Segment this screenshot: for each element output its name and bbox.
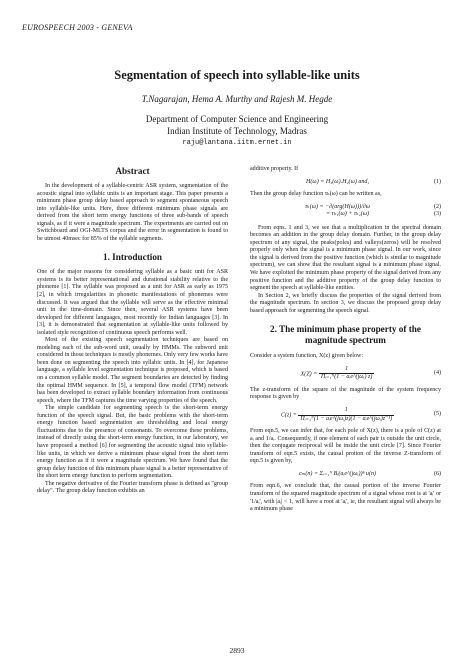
paper-authors: T.Nagarajan, Hema A. Murthy and Rajesh M. Hegde: [141, 94, 333, 104]
right-paragraph-7: From eqn.5, we can infer that, for each pole of X(z), there is a pole of C(z) at aᵢ and 1/aᵢ. Consequently, if one element of each pair is outside the unit circle, then the conjugate reciprocal will be inside the unit circle [7]. Since Fourier transform of eqn.5 exists, the causal protion of the inverse Z-transform of eqn.5 is given by,: [250, 428, 441, 465]
equation-5-fraction: [298, 407, 394, 423]
equation-6-body: cₘ(n) = Σᵢ₌₁ᴺ Bᵢ(aᵢe^(jωᵢ))ⁿ u(n): [299, 470, 376, 477]
equation-5-lhs: C(z) =: [280, 412, 297, 419]
section-2-heading-line-2: magnitude spectrum: [305, 335, 386, 346]
equation-3-number: (3): [433, 211, 441, 218]
section-2-heading: [250, 324, 441, 346]
intro-paragraph-4: The negative derivative of the Fourier transform phase is defined as "group delay". The group delay function exhibits an: [37, 480, 228, 495]
affiliation: [0, 114, 474, 137]
author-email[interactable]: raju@lantana.iitm.ernet.in: [182, 139, 292, 147]
equation-5-number: (5): [433, 411, 441, 418]
introduction-heading: 1. Introduction: [102, 252, 163, 263]
abstract-text: In the development of a syllable-centric ASR system, segmentation of the acoustic signal into syllabic units is an important stage. This paper presents a minimum phase group delay based approach to segment spontaneous speech into syllable-like units. Here, three different minimum phase signals are derived from the short term energy functions of three sub-bands of speech signals, as if it were a magnitude spectrum. The experiments are carried out on Switchboard and OGI-MLTS corpus and the error in segmentation is found to be utmost 40msec for 85% of the syllable segments.: [37, 183, 228, 242]
right-paragraph-6: The z-transform of the square of the magnitude of the system frequency response is given by: [250, 386, 441, 401]
equation-2-body: τₕ(ω) = −∂(arg(H(ω)))/∂ω: [304, 203, 371, 210]
equation-4: [250, 366, 441, 382]
right-paragraph-8: From eqn.6, we conclude that, the causal portion of the inverse Fourier transform of the squared magnitude spectrum of a signal whose root is at 'aᵢ' or '1/aᵢ', with |aᵢ| < 1, will have a root at 'aᵢ', ie, the resultant signal will always be a minimum phase: [250, 483, 441, 513]
abstract-heading: Abstract: [115, 166, 150, 176]
right-column: [250, 166, 441, 514]
equation-2-3: [250, 204, 441, 219]
equation-4-numerator: 1: [345, 365, 349, 372]
affiliation-institute: Indian Institute of Technology, Madras: [167, 125, 307, 136]
equation-4-number: (4): [433, 370, 441, 377]
equation-5-denominator: Πᵢ₌₁ᴺ(1 − aᵢe^(jωᵢ)z)(1 − aᵢe^(jωᵢ)z⁻¹): [300, 415, 393, 422]
equation-1: [250, 179, 441, 187]
equation-2-number: (2): [433, 203, 441, 210]
equation-1-number: (1): [433, 178, 441, 185]
conference-header: EUROSPEECH 2003 - GENEVA: [22, 23, 133, 32]
section-2-heading-line-1: 2. The minimum phase property of the: [269, 324, 421, 335]
equation-4-denominator: Πᵢ₌₁ᴺ(1 − aᵢe^(jωᵢ) z): [320, 374, 373, 381]
equation-3-body: = τₕ₁(ω) + τₕ₂(ω): [325, 211, 370, 218]
equation-4-lhs: X(Z) =: [300, 371, 318, 378]
equation-5-numerator: 1: [344, 407, 348, 414]
paper-title: Segmentation of speech into syllable-like units: [114, 68, 360, 82]
right-paragraph-1: additive property. If: [250, 166, 299, 172]
right-paragraph-4: In Section 2, we briefly discuss the properties of the signal derived from the magnitude spectrum. In section 3, we discuss the proposed group delay based approach for segmenting the speech signal.: [250, 292, 441, 314]
intro-paragraph-2: Most of the existing speech segmentation techniques are based on modeling each of the sub-word unit, usually by HMMs. The subword unit considered in those techniques is mostly phonemes. Only very few works have been done on segmenting the speech into syllabic units. In [4], for Japanese language, a syllable level segmentation technique is proposed, which is based on a common syllable model. The segment boundaries are detected by finding the optimal HMM sequence. In [5], a temporal flow model (TFM) network has been developed to extract syllable boundary information from continuous speech, where the TFM captures the time varying properties of the speech.: [37, 337, 228, 404]
equation-1-body: H(ω) = H₁(ω).H₂(ω) and,: [306, 178, 369, 185]
equation-6-number: (6): [433, 470, 441, 477]
intro-paragraph-3: The simple candidate for segmenting speech is the short-term energy function of the speech signal. But, the basic problems with the short-term energy function based segmentation are thresholding and local energy fluctuations due to the presence of consonants. To overcome these problems, instead of directly using the short-term energy function, in our laboratory, we have proposed a method [6] for segmenting the acoustic signal into syllable-like units, in which we derive a minimum phase signal from the short term energy function as if it were a magnitude spectrum. We have found that the group delay function of this minimum phase signal is a better representative of the short term energy function to perform segmentation.: [37, 405, 228, 480]
intro-paragraph-1: One of the major reasons for considering syllable as a basic unit for ASR systems is its better representational and durational stability relative to the phoneme [1]. The syllable was proposed as a unit for ASR as early as 1975 [2], in which irregularities in phonetic manifestations of phonemes were discussed. It was argued that the syllable will serve as the effective minimal unit in the time-domain. Since then, several ASR systems have been developed for different languages, most recently for Indian languages [3]. In [3], it is demonstrated that segmentation at syllable-like units followed by isolated style recognition of continuous speech performs well.: [37, 269, 228, 336]
equation-5: [250, 407, 441, 423]
right-paragraph-5: Consider a system function, X(z) given below:: [250, 353, 364, 360]
equation-6: [250, 471, 441, 479]
right-paragraph-2: Then the group delay function τₕ(ω) can be written as,: [250, 191, 382, 198]
equation-4-fraction: [319, 366, 375, 382]
page-number: 2893: [229, 646, 245, 655]
right-paragraph-3: From eqns. 1 and 3, we see that a multiplication in the spectral domain becomes an addition in the group delay domain. Further, in the group delay spectrum of any signal, the peaks(poles) and valleys(zeros) will be resolved properly only when the signal is a minimum phase signal. In our work, since the signal is derived from the positive function (which is similar to magnitude spectrum), we can show that the resultant signal is a minimum phase signal. We have exploited the minimum phase property of the signal derived from any positive function and the additive property of the group delay function to segment the speech at syllable-like entities.: [250, 224, 441, 292]
affiliation-department: Department of Computer Science and Engineering: [145, 114, 329, 124]
left-column: [37, 166, 228, 496]
